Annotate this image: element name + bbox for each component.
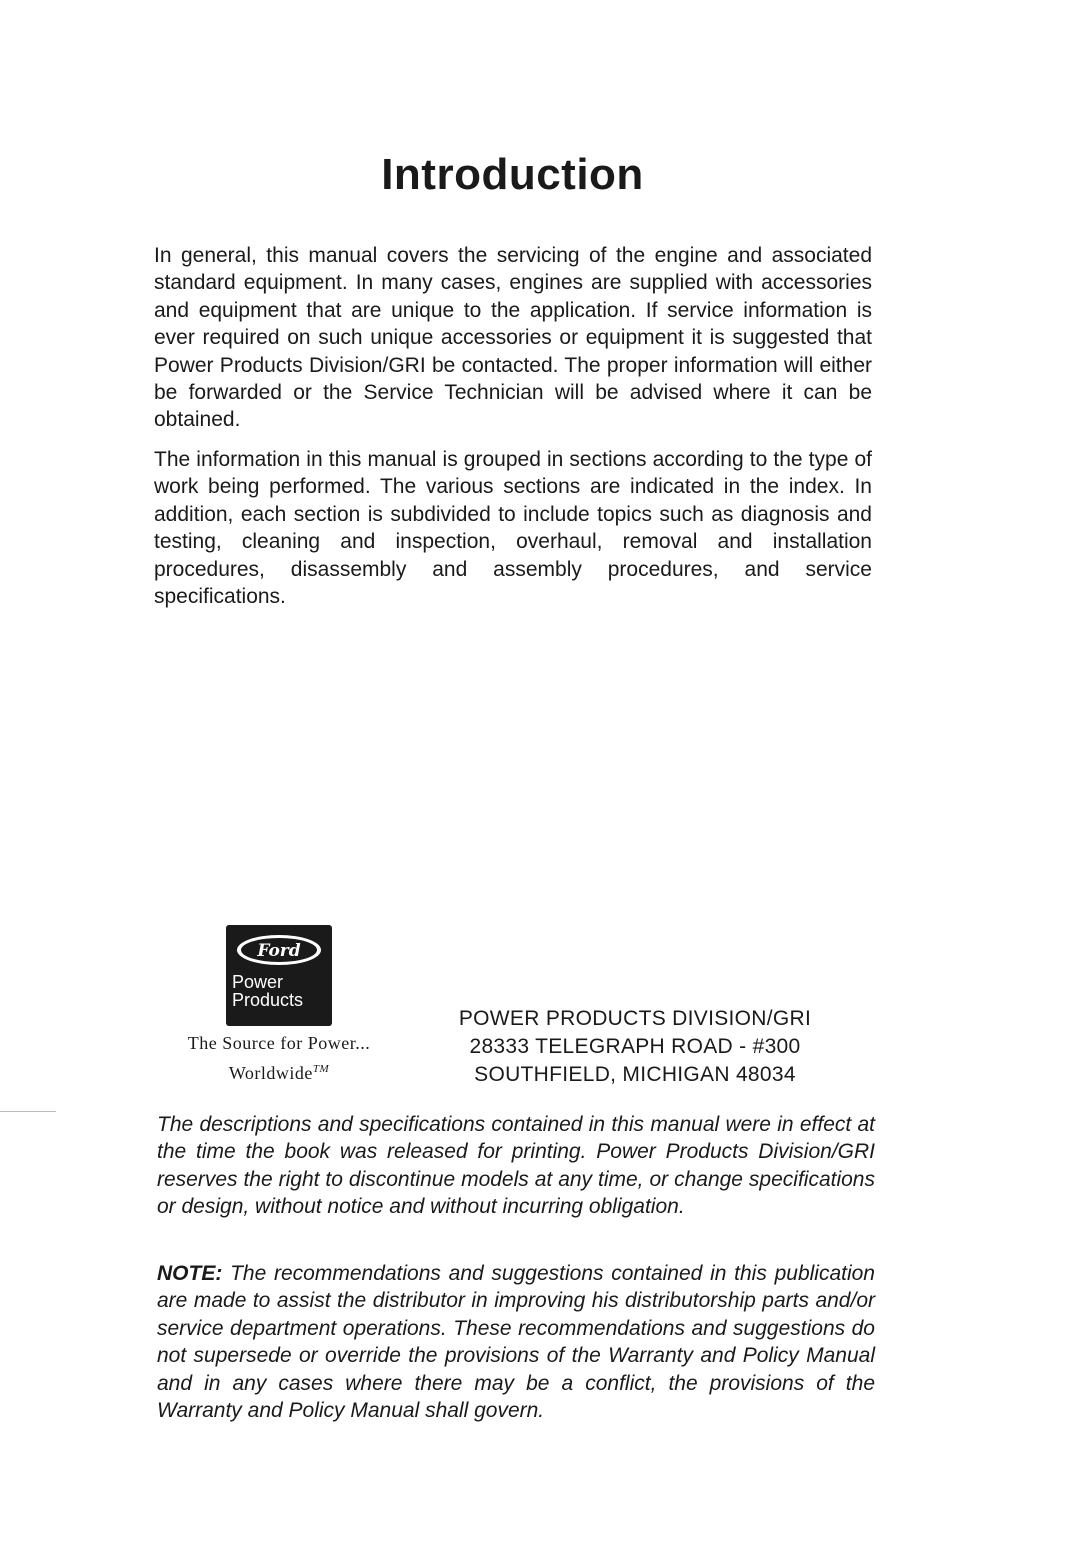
margin-rule bbox=[0, 1111, 56, 1112]
note-paragraph bbox=[157, 1260, 875, 1424]
trademark-mark: TM bbox=[312, 1063, 330, 1075]
logo-line-power: Power bbox=[232, 972, 284, 992]
address-line-3: SOUTHFIELD, MICHIGAN 48034 bbox=[474, 1063, 796, 1086]
note-text: The recommendations and suggestions contained in this publication are made to assist the distributor in improving his distributorship parts and/or service department operations. These recommendations and suggestions do not supersede or override the provisions of the Warranty and Policy Manual and in any cases where there may be a conflict, the provisions of the Warranty and Policy Manual shall govern. bbox=[157, 1262, 875, 1423]
logo-tagline bbox=[148, 1030, 410, 1086]
logo-text bbox=[226, 973, 332, 1009]
page-title: Introduction bbox=[381, 150, 644, 199]
address-line-1: POWER PRODUCTS DIVISION/GRI bbox=[458, 1007, 812, 1030]
note-label: NOTE: bbox=[157, 1262, 223, 1285]
ford-power-products-logo bbox=[148, 925, 410, 1086]
tagline-worldwide: Worldwide bbox=[228, 1063, 313, 1083]
disclaimer-paragraph: The descriptions and specifications contained in this manual were in effect at the time the book was released for printing. Power Products Division/GRI reserves the right to discontinue models at any time, or change specifications or design, without notice and without incurring obligation. bbox=[157, 1113, 875, 1219]
ford-oval-icon bbox=[235, 933, 323, 967]
logo-line-products: Products bbox=[232, 990, 304, 1010]
intro-paragraph-1: In general, this manual covers the servicing of the engine and associated standard equipment. In many cases, engines are supplied with accessories and equipment that are unique to the application. If service information is ever required on such unique accessories or equipment it is suggested that Power Products Division/GRI be contacted. The proper information will either be forwarded or the Service Technician will be advised where it can be obtained. bbox=[154, 244, 872, 432]
division-address bbox=[430, 1005, 840, 1089]
ford-oval-text: Ford bbox=[257, 941, 301, 961]
tagline-line-1: The Source for Power... bbox=[187, 1033, 371, 1053]
logo-box bbox=[226, 925, 332, 1026]
intro-paragraph-2: The information in this manual is grouped in sections according to the type of work being performed. The various sections are indicated in the index. In addition, each section is subdivided to include topics such as diagnosis and testing, cleaning and inspection, overhaul, removal and installation procedures, disassembly and assembly procedures, and service specifications. bbox=[154, 448, 872, 609]
tagline-line-2 bbox=[148, 1056, 410, 1086]
address-line-2: 28333 TELEGRAPH ROAD - #300 bbox=[469, 1035, 801, 1058]
